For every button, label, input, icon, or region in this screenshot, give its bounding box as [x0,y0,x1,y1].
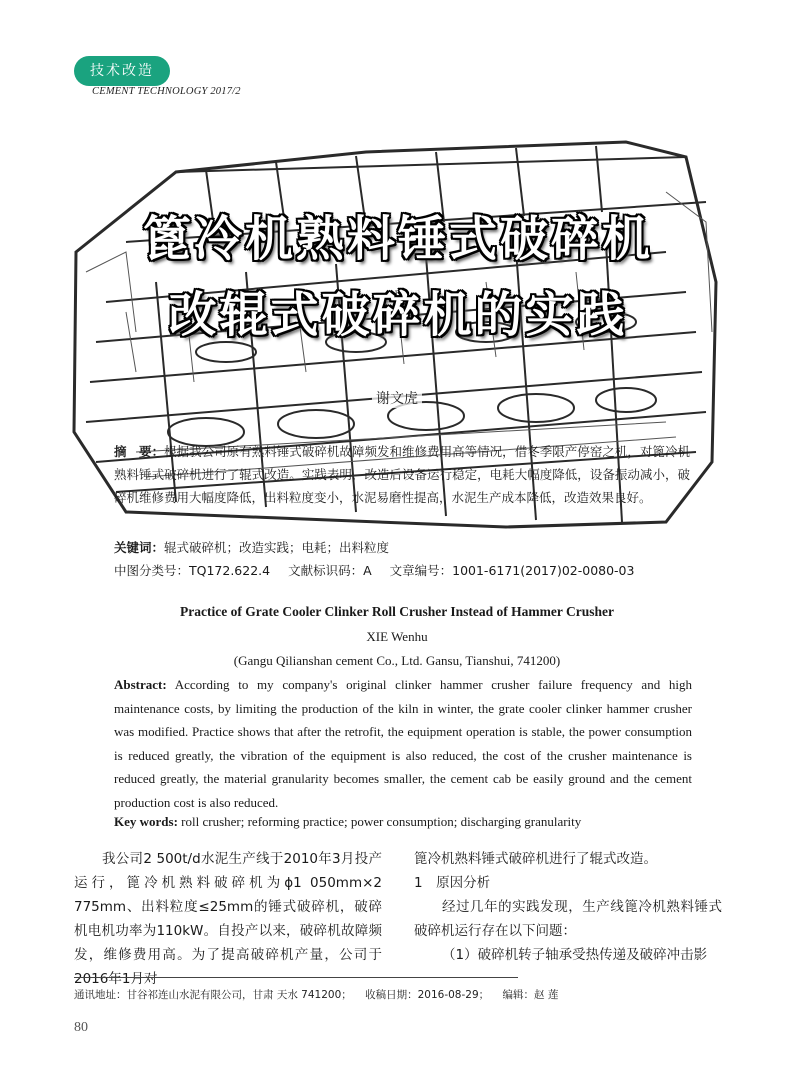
abstract-cn-text: 根据我公司原有熟料锤式破碎机故障频发和维修费用高等情况，借冬季限产停窑之机，对篦冷机熟料锤式破碎机进行了辊式改造。实践表明，改造后设备运行稳定，电耗大幅度降低，设备振动减小，破碎机维修费用大幅度降低，出料粒度变小，水泥易磨性提高，水泥生产成本降低，改造效果良好。 [114,444,690,505]
section-badge: 技术改造 [74,56,170,86]
clc-number: 中图分类号：TQ172.622.4 [114,563,271,578]
body-paragraph: 经过几年的实践发现，生产线篦冷机熟料锤式破碎机运行存在以下问题： [414,899,722,939]
classification-line [114,561,648,579]
document-code: 文献标识码：A [288,563,372,578]
article-title-line-2: 改辊式破碎机的实践 [168,287,628,343]
section-heading: 1 原因分析 [414,875,491,891]
abstract-cn-label: 摘 要： [114,444,165,459]
page-number: 80 [74,1020,88,1035]
english-affiliation: (Gangu Qilianshan cement Co., Ltd. Gansu, Tianshui, 741200) [233,653,561,668]
body-left-column: 我公司2 500t/d水泥生产线于2010年3月投产运行，篦冷机熟料破碎机为ϕ1 050mm×2 775mm、出料粒度≤25mm的锤式破碎机，破碎机电机功率为110kW。自投产以来，破碎机故障频发，维修费用高。为了提高破碎机产量，公司于2016年1月对 [74,851,382,987]
english-abstract-text: According to my company's original clinker hammer crusher failure frequency and high maintenance costs, by limiting the production of the kiln in winter, the grate cooler clinker hammer crusher was modified. Practice shows that after the retrofit, the equipment operation is stable, the power consumption is reduced greatly, the vibration of the equipment is also reduced, the cost of the crusher maintenance is reduced greatly, the material granularity becomes smaller, the cement cab be easily ground and the cement production cost is also reduced. [114,677,692,810]
keywords-cn-label: 关键词： [114,540,165,555]
body-right-column [414,847,722,967]
footnote-rule [74,977,518,978]
body-paragraph: 篦冷机熟料锤式破碎机进行了辊式改造。 [414,851,657,867]
article-number: 文章编号：1001-6171(2017)02-0080-03 [389,563,635,578]
article-title-line-1: 篦冷机熟料锤式破碎机 [142,211,653,267]
english-keywords [114,814,692,830]
english-abstract-label: Abstract: [114,677,167,692]
journal-name: CEMENT TECHNOLOGY 2017/2 [92,86,241,97]
english-abstract [114,673,692,814]
footnote [74,987,568,1002]
footnote-received: 收稿日期：2016-08-29； [365,989,490,1001]
author-name: 谢文虎 [372,388,422,408]
english-keywords-text: roll crusher; reforming practice; power consumption; discharging granularity [181,814,582,829]
keywords-cn-text: 辊式破碎机；改造实践；电耗；出料粒度 [164,540,390,555]
abstract-cn [114,440,690,509]
english-title: Practice of Grate Cooler Clinker Roll Crusher Instead of Hammer Crusher [180,604,614,619]
keywords-cn [114,538,389,556]
body-paragraph: （1）破碎机转子轴承受热传递及破碎冲击影 [442,947,708,963]
footnote-editor: 编辑：赵 莲 [502,989,559,1001]
english-author: XIE Wenhu [366,629,428,644]
footnote-address: 通讯地址：甘谷祁连山水泥有限公司，甘肃 天水 741200； [74,989,352,1001]
english-keywords-label: Key words: [114,814,178,829]
